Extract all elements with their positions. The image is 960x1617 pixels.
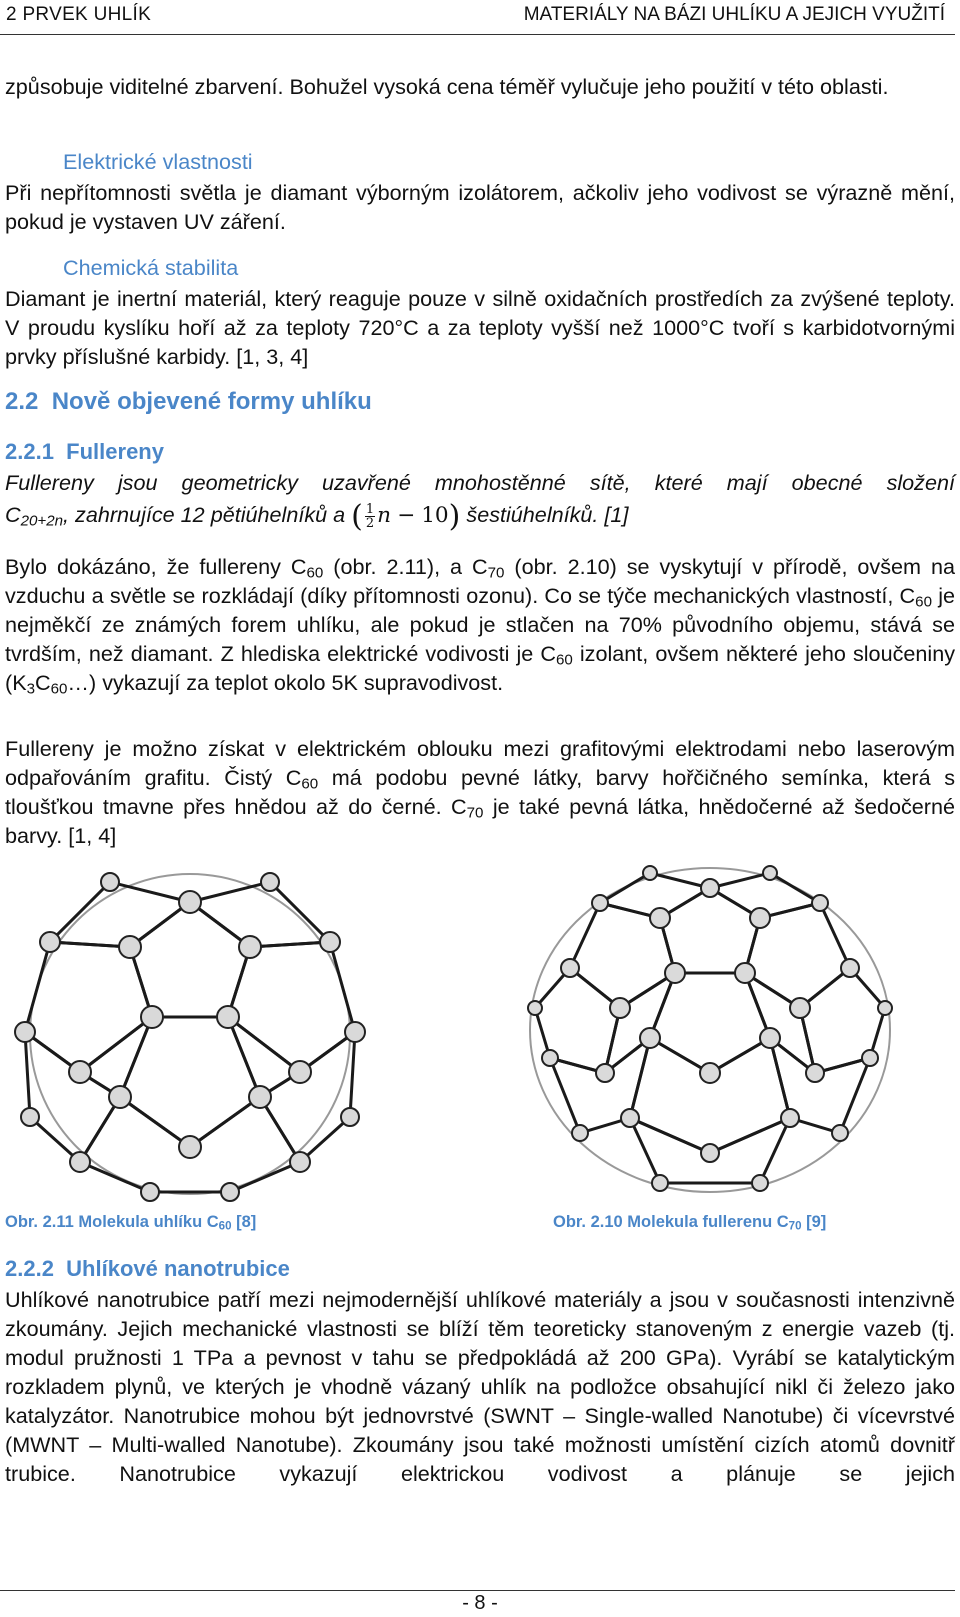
header-chapter: 2 PRVEK UHLÍK <box>6 4 152 25</box>
subheading-chemical: Chemická stabilita <box>63 255 239 280</box>
paragraph-nanotubes: Uhlíkové nanotrubice patří mezi nejmodernější uhlíkové materiály a jsou v současnosti intenzivně zkoumány. Jejich mechanické vlastnosti se blíží těm teoreticky stanoveným z energie vazeb (tj. modul pružnosti 1 TPa a pevnost v tahu se předpokládá až 200 GPa). Vyrábí se katalytickým rozkladem plynů, ve kterých je vhodně vázaný uhlík na podložce obsahující nikl či železo jako katalyzátor. Nanotrubice mohou být jednovrstvé (SWNT – Single-walled Nanotube) či vícevrstvé (MWNT – Multi-walled Nanotube). Zkoumány jsou také možnosti umístění cizích atomů dovnitř trubice. Nanotrubice vykazují elektrickou vodivost a plánuje se jejich <box>5 1287 955 1486</box>
formula: ( <box>351 498 363 534</box>
footer-rule <box>0 1590 955 1591</box>
header-title: MATERIÁLY NA BÁZI UHLÍKU A JEJICH VYUŽITÍ <box>523 4 945 25</box>
caption-c70: Obr. 2.10 Molekula fullerenu $C_{70}$ [9] <box>553 1213 827 1233</box>
running-header <box>0 0 955 35</box>
section-number: 2.2.1 <box>5 439 54 464</box>
fullerene-definition-line1: Fullereny jsou geometricky uzavřené mnohostěnné sítě, které mají obecné složení <box>5 470 955 495</box>
page-number: - 8 - <box>462 1592 498 1614</box>
section-title: Uhlíkové nanotrubice <box>66 1256 290 1281</box>
section-heading-2-2-2 <box>5 1256 290 1282</box>
paragraph-fullerene-production: Fullereny je možno získat v elektrickém oblouku mezi grafitovými elektrodami nebo laserovým odpařováním grafitu. Čistý $C_{60}$ má podobu pevné látky, barvy hořčičného semínka, která s tloušťkou tmavne přes hnědou až do černé. $C_{70}$ je také pevná látka, hnědočerné až šedočerné barvy. [1, 4] <box>5 736 955 848</box>
paragraph-fullerene-properties: Bylo dokázáno, že fullereny $C_{60}$ (obr. 2.11), a $C_{70}$ (obr. 2.10) se vyskytují v přírodě, ovšem na vzduchu a světle se rozkládají (díky přítomnosti ozonu). Co se týče mechanických vlastností, $C_{60}$ je nejměkčí ze známých forem uhlíku, ale pokud je stlačen na 70% původního objemu, stává se tvrdším, než diamant. Z hlediska elektrické vodivosti je $C_{60}$ izolant, ovšem některé jeho sloučeniny $(K_3C_{60}\dots)$ vykazují za teplot okolo 5K supravodivost. <box>5 554 956 698</box>
fraction: $\frac{1}{2}$ <box>365 501 375 531</box>
paragraph-electric: Při nepřítomnosti světla je diamant výborným izolátorem, ačkoliv jeho vodivost se výrazně mění, pokud je vystaven UV záření. <box>5 180 955 234</box>
section-title: Fullereny <box>66 439 164 464</box>
fullerene-definition-line2: $C_{20+2n}$, zahrnujíce 12 pětiúhelníků a ( $\frac{1}{2}$ n − 10) šestiúhelníků. [1] <box>5 498 629 534</box>
section-heading-2-2-1 <box>5 439 164 465</box>
c70-molecule-figure <box>510 858 910 1203</box>
paragraph-chemical: Diamant je inertní materiál, který reaguje pouze v silně oxidačních prostředích za zvýšené teploty. V proudu kyslíku hoří až za teploty 720°C a za teploty vyšší než 1000°C tvoří s karbidotvornými prvky příslušné karbidy. [1, 3, 4] <box>5 286 955 369</box>
caption-c60: Obr. 2.11 Molekula uhlíku $C_{60}$ [8] <box>5 1213 257 1233</box>
section-number: 2.2 <box>5 388 39 415</box>
paragraph-intro: způsobuje viditelné zbarvení. Bohužel vysoká cena téměř vylučuje jeho použití v této oblasti. <box>5 74 889 99</box>
subheading-electric: Elektrické vlastnosti <box>63 149 253 174</box>
section-title: Nově objevené formy uhlíku <box>51 388 372 415</box>
section-number: 2.2.2 <box>5 1256 54 1281</box>
c60-molecule-figure <box>0 862 385 1207</box>
section-heading-2-2 <box>5 388 372 416</box>
